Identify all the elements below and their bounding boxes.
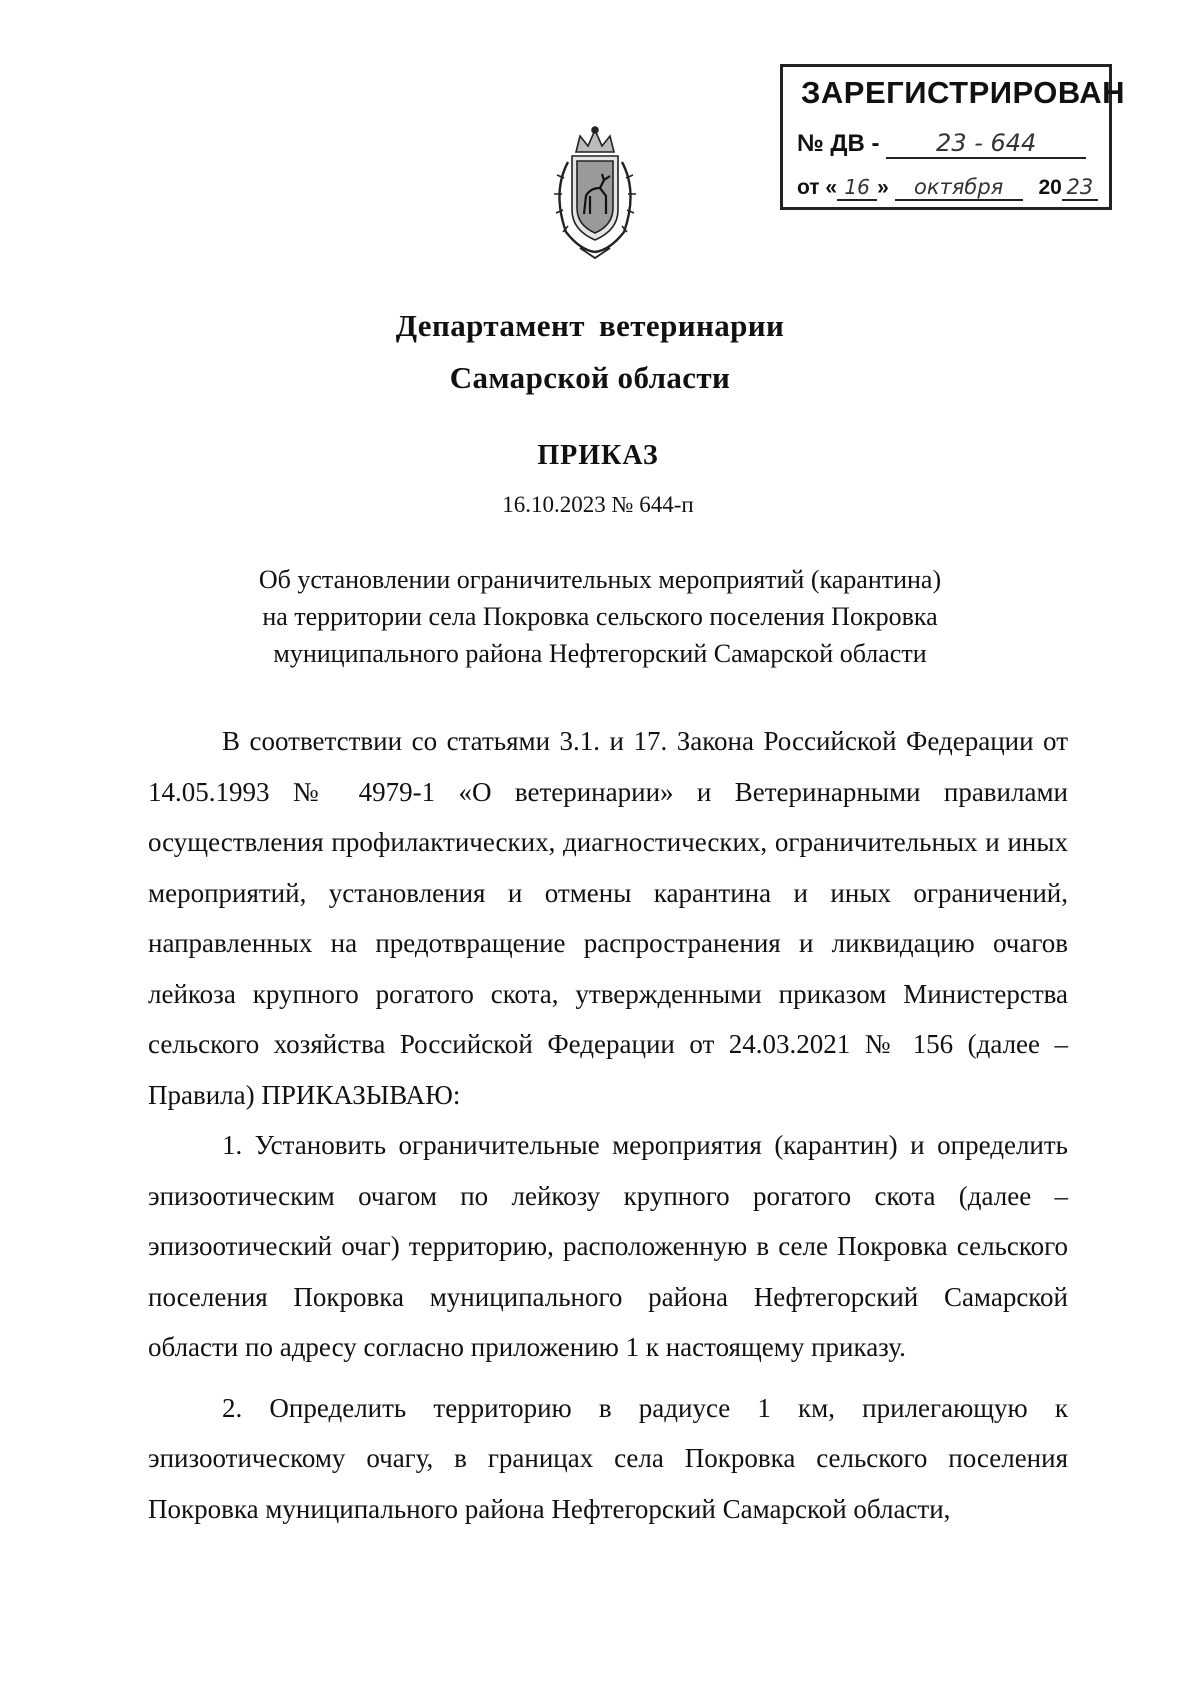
stamp-year-prefix: 20 bbox=[1038, 176, 1062, 199]
stamp-number-row bbox=[797, 129, 1086, 159]
stamp-date-day: 16 bbox=[837, 175, 877, 201]
subject-line: Об установлении ограничительных мероприятий (карантина) bbox=[258, 565, 942, 594]
document-number-date: 16.10.2023 № 644-п bbox=[502, 492, 694, 517]
stamp-year-value: 23 bbox=[1062, 175, 1098, 201]
document-body bbox=[148, 716, 1068, 1534]
registration-stamp bbox=[780, 64, 1126, 210]
stamp-date-month: октября bbox=[895, 175, 1023, 201]
document-type-heading: ПРИКАЗ bbox=[537, 440, 659, 471]
stamp-title: ЗАРЕГИСТРИРОВАН bbox=[801, 75, 1126, 110]
item-1-paragraph: 1. Установить ограничительные мероприятия (карантин) и определить эпизоотическим очагом по лейкозу крупного рогатого скота (далее – эпизоотический очаг) территорию, расположенную в селе Покровка сельского поселения Покровка муниципального района Нефтегорский Самарской области по адресу согласно приложению 1 к настоящему приказу. bbox=[148, 1130, 1068, 1362]
document-subject bbox=[0, 561, 1200, 672]
department-name-line1: Департамент ветеринарии bbox=[395, 308, 785, 343]
subject-line: муниципального района Нефтегорский Самарской области bbox=[273, 639, 927, 668]
samara-coat-of-arms-icon bbox=[540, 122, 650, 262]
subject-line: на территории села Покровка сельского поселения Покровка bbox=[262, 602, 938, 631]
stamp-number-value: 23 - 644 bbox=[886, 129, 1086, 159]
department-name-line2: Самарской области bbox=[449, 360, 731, 395]
stamp-date-sep: » bbox=[877, 176, 889, 199]
stamp-date-prefix: от « bbox=[797, 176, 838, 199]
intro-paragraph: В соответствии со статьями 3.1. и 17. Закона Российской Федерации от 14.05.1993 № 4979-1 «О ветеринарии» и Ветеринарными правилами осуществления профилактических, диагностических, ограничительных и иных мероприятий, установления и отмены карантина и иных ограничений, направленных на предотвращение распространения и ликвидацию очагов лейкоза крупного рогатого скота, утвержденными приказом Министерства сельского хозяйства Российской Федерации от 24.03.2021 № 156 (далее – Правила) ПРИКАЗЫВАЮ: bbox=[148, 726, 1068, 1110]
stamp-number-label: № ДВ - bbox=[797, 130, 880, 157]
stamp-date-row bbox=[797, 175, 1098, 201]
item-2-paragraph: 2. Определить территорию в радиусе 1 км, прилегающую к эпизоотическому очагу, в границах села Покровка сельского поселения Покровка муниципального района Нефтегорский Самарской области, bbox=[148, 1392, 1068, 1524]
